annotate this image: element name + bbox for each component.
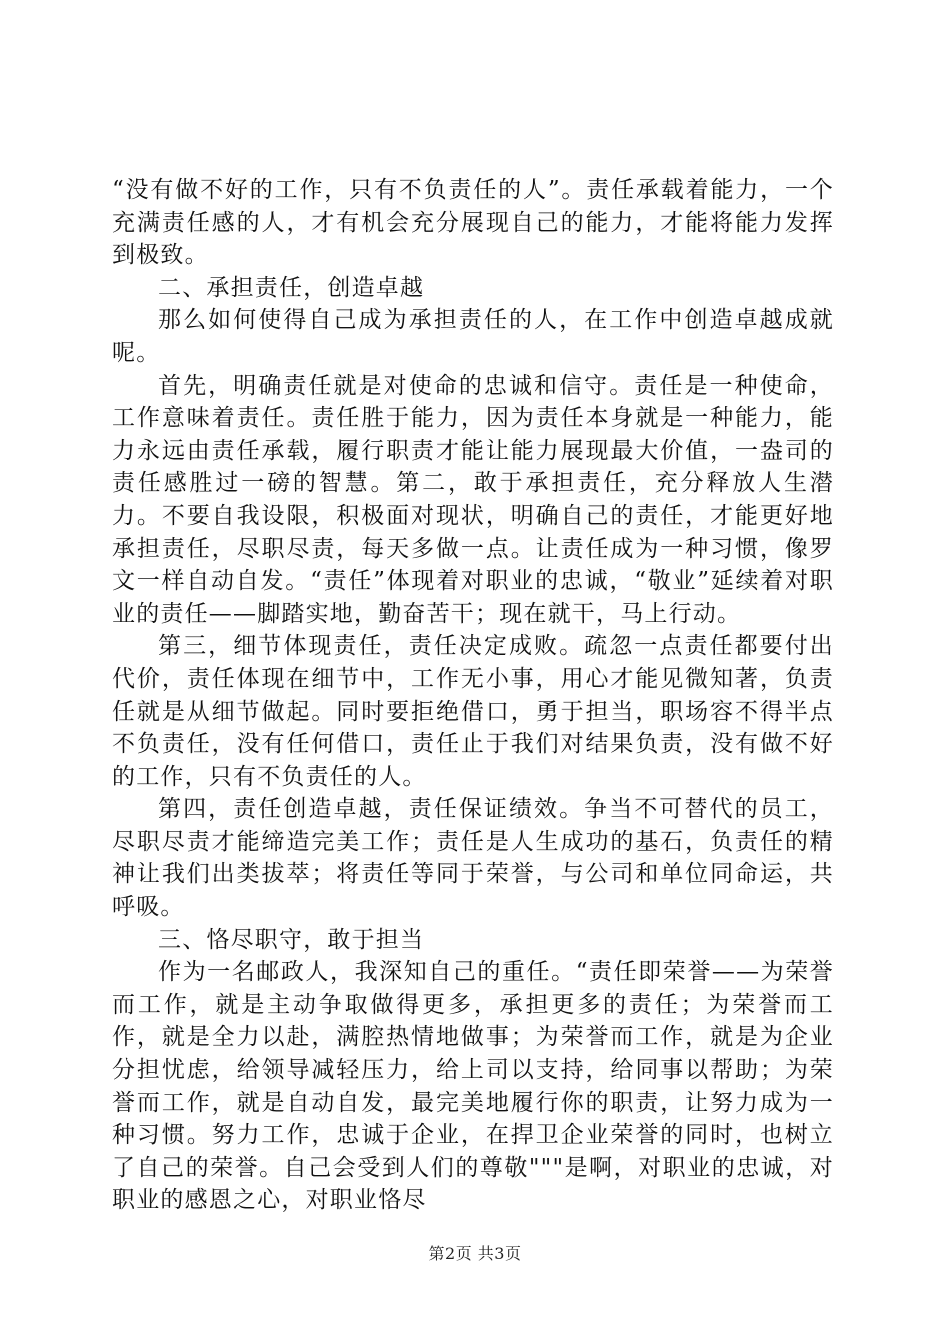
- section-heading-3: 三、恪尽职守，敢于担当: [158, 926, 425, 953]
- document-body: [112, 174, 834, 1217]
- page-number-footer: 第2页 共3页: [428, 1244, 522, 1263]
- paragraph-intro: “没有做不好的工作，只有不负责任的人”。责任承载着能力，一个充满责任感的人，才有机会充分展现自己的能力，才能将能力发挥到极致。: [112, 177, 834, 269]
- paragraph-question: 那么如何使得自己成为承担责任的人，在工作中创造卓越成就呢。: [112, 307, 834, 366]
- paragraph-postal: 作为一名邮政人，我深知自己的重任。“责任即荣誉——为荣誉而工作，就是主动争取做得更多，承担更多的责任；为荣誉而工作，就是全力以赴，满腔热情地做事；为荣誉而工作，就是为企业分担忧虑，给领导减轻压力，给上司以支持，给同事以帮助；为荣誉而工作，就是自动自发，最完美地履行你的职责，让努力成为一种习惯。努力工作，忠诚于企业，在捍卫企业荣誉的同时，也树立了自己的荣誉。自己会受到人们的尊敬"""是啊，对职业的忠诚，对职业的感恩之心，对职业恪尽: [112, 959, 834, 1214]
- section-heading-2: 二、承担责任，创造卓越: [158, 274, 425, 301]
- paragraph-first: 首先，明确责任就是对使命的忠诚和信守。责任是一种使命，工作意味着责任。责任胜于能力，因为责任本身就是一种能力，能力永远由责任承载，履行职责才能让能力展现最大价值，一盎司的责任感胜过一磅的智慧。第二，敢于承担责任，充分释放人生潜力。不要自我设限，积极面对现状，明确自己的责任，才能更好地承担责任，尽职尽责，每天多做一点。让责任成为一种习惯，像罗文一样自动自发。“责任”体现着对职业的忠诚，“敬业”延续着对职业的责任——脚踏实地，勤奋苦干；现在就干，马上行动。: [112, 372, 834, 627]
- paragraph-fourth: 第四，责任创造卓越，责任保证绩效。争当不可替代的员工，尽职尽责才能缔造完美工作；责任是人生成功的基石，负责任的精神让我们出类拔萃；将责任等同于荣誉，与公司和单位同命运，共呼吸。: [112, 796, 834, 921]
- paragraph-third: 第三，细节体现责任，责任决定成败。疏忽一点责任都要付出代价，责任体现在细节中，工作无小事，用心才能见微知著，负责任就是从细节做起。同时要拒绝借口，勇于担当，职场容不得半点不负责任，没有任何借口，责任止于我们对结果负责，没有做不好的工作，只有不负责任的人。: [112, 633, 834, 790]
